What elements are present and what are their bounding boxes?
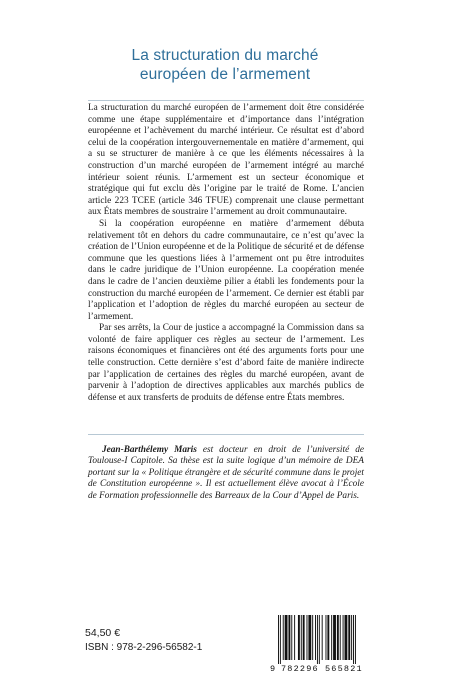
barcode-bar (317, 615, 318, 664)
barcode-bar (285, 615, 288, 660)
barcode-bar (291, 615, 292, 660)
summary-paragraph-3: Par ses arrêts, la Cour de justice a accompagné la Commission dans sa volonté de faire appliquer ces règles au secteur de l’armement. Les raisons économiques et financières ont été des arguments forts pour une telle construction. Cette dernière s’est d’abord faite de manière indirecte par l’application de certaines des règles du marché européen, avant de parvenir à l’adoption de directives applicables aux marchés publics de défense et aux transferts de produits de défense entre États membres. (88, 323, 364, 403)
barcode-digit-first: 9 (270, 664, 276, 673)
barcode-bar (333, 615, 336, 660)
barcode-bar (298, 615, 300, 660)
barcode-bar (337, 615, 339, 660)
book-title-line-2: européen de l’armement (139, 66, 311, 83)
barcode-bar (301, 615, 302, 660)
book-title-line-1: La structuration du marché (131, 47, 319, 64)
barcode-bar (315, 615, 316, 660)
barcode-bar (348, 615, 350, 660)
barcode (268, 613, 373, 673)
barcode-bars (278, 615, 356, 664)
barcode-bar (308, 615, 311, 660)
barcode-bar (294, 615, 295, 660)
barcode-bar (355, 615, 356, 664)
barcode-digits-left: 782296 (281, 664, 319, 673)
barcode-bar (303, 615, 305, 660)
author-name: Jean-Barthélemy Maris (102, 445, 197, 455)
author-bio-text: est docteur en droit de l’université de Toulouse-I Capitole. Sa thèse est la suite logique d’un mémoire de DEA portant sur la « Politique étrangère et de sécurité commune dans le projet de Constitution européenne ». Il est actuellement élève avocat à l’École de Formation professionnelle des Barreaux de la Cour d’Appel de Paris. (88, 445, 364, 501)
barcode-bar (283, 615, 284, 660)
barcode-digits-right: 565821 (325, 664, 363, 673)
top-divider (88, 100, 364, 101)
barcode-bar (353, 615, 354, 664)
barcode-bar (280, 615, 281, 664)
summary-paragraph-2: Si la coopération européenne en matière d’armement débuta relativement tôt en dehors du cadre communautaire, ce n’est qu’avec la création de l’Union européenne et de la Politique de sécurité et de défense commune que les questions liées à l’armement ont pu être introduites dans le cadre juridique de l’Union européenne. La coopération menée dans le cadre de l’ancien deuxième pilier a établi les fondements pour la construction du marché européen de l’armement. Ce dernier est établi par l’application et l’adoption de règles du marché européen au secteur de l’armement. (88, 218, 364, 322)
back-cover-summary (88, 103, 364, 404)
barcode-bar (319, 615, 320, 664)
barcode-bar (288, 615, 290, 660)
barcode-bar (343, 615, 344, 660)
barcode-bar (322, 615, 323, 660)
barcode-bar (351, 615, 352, 660)
isbn: ISBN : 978-2-296-56582-1 (85, 642, 203, 653)
barcode-bar (345, 615, 348, 660)
barcode-bar (331, 615, 332, 660)
barcode-bar (278, 615, 279, 664)
book-title (40, 46, 410, 84)
bottom-divider (88, 434, 364, 435)
author-bio (88, 445, 364, 502)
summary-paragraph-1: La structuration du marché européen de l’armement doit être considérée comme une étape supplémentaire et d’importance dans l’intégration européenne et l’achèvement du marché intérieur. Ce résultat est d’abord celui de la coopération intergouvernementale en matière d’armement, qui a su se structurer de manière à ce que les éléments nécessaires à la construction d’un marché européen de l’armement intégré au marché intérieur soient réunis. L’armement est un secteur économique et stratégique qui fut exclu dès l’origine par le traité de Rome. L’ancien article 223 TCEE (article 346 TFUE) comprenait une clause permettant aux États membres de soustraire l’armement au droit communautaire. (88, 103, 364, 218)
price: 54,50 € (85, 627, 121, 639)
barcode-bar (312, 615, 313, 660)
barcode-bar (307, 615, 308, 660)
barcode-bar (327, 615, 329, 660)
barcode-bar (340, 615, 341, 660)
barcode-bar (326, 615, 327, 660)
